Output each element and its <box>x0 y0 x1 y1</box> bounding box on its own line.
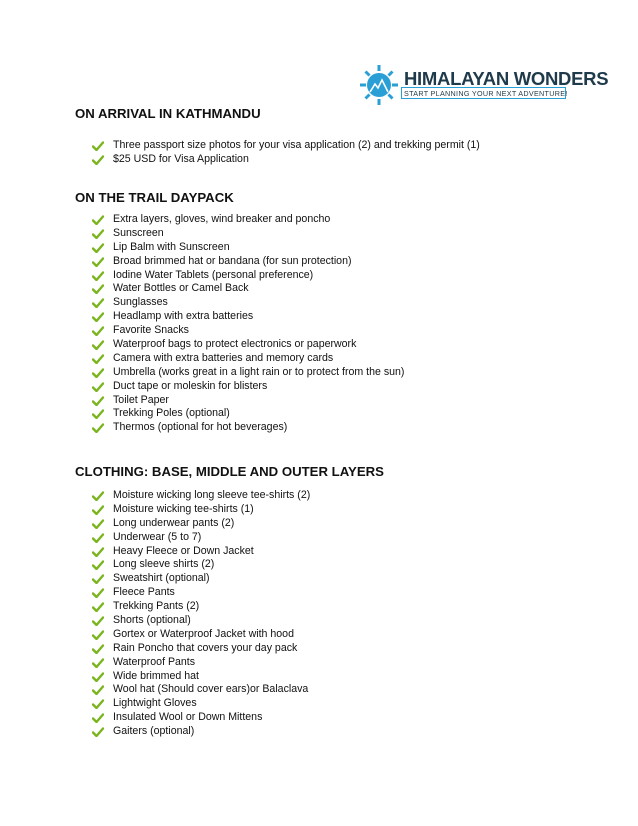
checkmark-icon <box>92 257 104 267</box>
checklist-item <box>75 282 404 296</box>
checkmark-icon <box>92 672 104 682</box>
checklist-item <box>75 711 384 725</box>
section-arrival <box>75 106 480 167</box>
checkmark-icon <box>92 602 104 612</box>
checklist-item-label: Sunglasses <box>113 296 168 309</box>
checklist-item <box>75 352 404 366</box>
checkmark-icon <box>92 312 104 322</box>
checkmark-icon <box>92 547 104 557</box>
checkmark-icon <box>92 533 104 543</box>
checklist-item <box>75 725 384 739</box>
checklist-item-label: Sweatshirt (optional) <box>113 572 210 585</box>
checklist-item <box>75 683 384 697</box>
checklist-item-label: Long sleeve shirts (2) <box>113 558 215 571</box>
checklist <box>75 213 404 435</box>
checkmark-icon <box>92 243 104 253</box>
checklist-item <box>75 656 384 670</box>
checkmark-icon <box>92 284 104 294</box>
checklist-item <box>75 338 404 352</box>
checklist-item-label: Extra layers, gloves, wind breaker and poncho <box>113 213 331 225</box>
checklist-item-label: Camera with extra batteries and memory cards <box>113 351 334 364</box>
checklist-item <box>75 572 384 586</box>
checklist-item-label: Headlamp with extra batteries <box>113 310 254 323</box>
checklist-item-label: Iodine Water Tablets (personal preference) <box>113 268 314 281</box>
checkmark-icon <box>92 298 104 308</box>
checklist-item-label: Wool hat (Should cover ears)or Balaclava <box>113 683 309 696</box>
checklist-item-label: Favorite Snacks <box>113 324 189 337</box>
checklist-item <box>75 407 404 421</box>
checklist-item-label: Sunscreen <box>113 226 164 239</box>
checklist-item-label: Moisture wicking tee-shirts (1) <box>113 502 254 515</box>
checkmark-icon <box>92 326 104 336</box>
checkmark-icon <box>92 271 104 281</box>
checklist-item-label: Gaiters (optional) <box>113 725 195 738</box>
section-heading: ON ARRIVAL IN KATHMANDU <box>75 106 261 121</box>
checklist-item <box>75 255 404 269</box>
checklist-item-label: Broad brimmed hat or bandana (for sun protection) <box>113 254 352 267</box>
checklist-item-label: Umbrella (works great in a light rain or to protect from the sun) <box>113 365 405 378</box>
checklist-item <box>75 421 404 435</box>
checklist-item <box>75 670 384 684</box>
checklist-item-label: Wide brimmed hat <box>113 669 199 682</box>
checklist <box>75 489 384 739</box>
checklist-item <box>75 153 480 167</box>
section-daypack <box>75 190 404 435</box>
checkmark-icon <box>92 574 104 584</box>
checkmark-icon <box>92 229 104 239</box>
checkmark-icon <box>92 685 104 695</box>
checklist-item <box>75 241 404 255</box>
checkmark-icon <box>92 409 104 419</box>
checklist-item-label: Insulated Wool or Down Mittens <box>113 711 263 724</box>
checklist-item-label: Underwear (5 to 7) <box>113 530 202 543</box>
checklist-item <box>75 517 384 531</box>
checkmark-icon <box>92 658 104 668</box>
brand-tagline: START PLANNING YOUR NEXT ADVENTURE! <box>404 89 568 98</box>
himalayan-wonders-logo <box>358 63 609 107</box>
section-heading: CLOTHING: BASE, MIDDLE AND OUTER LAYERS <box>75 464 384 479</box>
checklist-item <box>75 296 404 310</box>
checklist-item <box>75 697 384 711</box>
checkmark-icon <box>92 560 104 570</box>
sun-mountain-icon <box>358 63 400 107</box>
checklist-item-label: Fleece Pants <box>113 586 175 599</box>
checkmark-icon <box>92 423 104 433</box>
checklist-item-label: Waterproof bags to protect electronics or paperwork <box>113 338 357 351</box>
checklist-item <box>75 324 404 338</box>
checkmark-icon <box>92 616 104 626</box>
checklist-item <box>75 642 384 656</box>
checkmark-icon <box>92 588 104 598</box>
checklist-item <box>75 600 384 614</box>
checklist-item-label: Gortex or Waterproof Jacket with hood <box>113 627 294 640</box>
checklist-item-label: Trekking Poles (optional) <box>113 407 230 420</box>
checklist-item-label: Three passport size photos for your visa application (2) and trekking permit (1) <box>113 139 480 151</box>
checklist-item <box>75 558 384 572</box>
checkmark-icon <box>92 141 104 151</box>
checklist <box>75 139 480 167</box>
checklist-item-label: Rain Poncho that covers your day pack <box>113 641 298 654</box>
checkmark-icon <box>92 699 104 709</box>
checklist-item-label: Toilet Paper <box>113 393 169 406</box>
section-heading: ON THE TRAIL DAYPACK <box>75 190 234 205</box>
checklist-item <box>75 614 384 628</box>
checklist-item <box>75 628 384 642</box>
checklist-item <box>75 545 384 559</box>
checklist-item-label: Lip Balm with Sunscreen <box>113 240 230 253</box>
checklist-item-label: $25 USD for Visa Application <box>113 152 249 165</box>
checklist-item <box>75 269 404 283</box>
checklist-item <box>75 586 384 600</box>
checklist-item <box>75 489 384 503</box>
checklist-item-label: Waterproof Pants <box>113 655 196 668</box>
checkmark-icon <box>92 713 104 723</box>
checkmark-icon <box>92 491 104 501</box>
checkmark-icon <box>92 644 104 654</box>
checklist-item-label: Shorts (optional) <box>113 614 191 627</box>
checklist-item <box>75 394 404 408</box>
checkmark-icon <box>92 340 104 350</box>
checklist-item-label: Duct tape or moleskin for blisters <box>113 379 268 392</box>
checklist-item-label: Moisture wicking long sleeve tee-shirts (2) <box>113 489 311 501</box>
checklist-item-label: Water Bottles or Camel Back <box>113 282 249 295</box>
checklist-item <box>75 366 404 380</box>
checklist-item <box>75 380 404 394</box>
checkmark-icon <box>92 396 104 406</box>
checkmark-icon <box>92 215 104 225</box>
checklist-item-label: Heavy Fleece or Down Jacket <box>113 544 254 557</box>
checklist-item-label: Lightwight Gloves <box>113 697 197 710</box>
checklist-item <box>75 139 480 153</box>
checklist-item <box>75 503 384 517</box>
checklist-item-label: Long underwear pants (2) <box>113 516 235 529</box>
section-clothing <box>75 464 384 739</box>
checklist-item <box>75 213 404 227</box>
checklist-item-label: Thermos (optional for hot beverages) <box>113 421 288 434</box>
checkmark-icon <box>92 519 104 529</box>
checklist-item <box>75 531 384 545</box>
checkmark-icon <box>92 505 104 515</box>
checklist-item-label: Trekking Pants (2) <box>113 600 200 613</box>
checklist-item <box>75 310 404 324</box>
checkmark-icon <box>92 727 104 737</box>
checkmark-icon <box>92 368 104 378</box>
brand-name: HIMALAYAN WONDERS <box>404 68 609 89</box>
checkmark-icon <box>92 382 104 392</box>
checkmark-icon <box>92 354 104 364</box>
checklist-item <box>75 227 404 241</box>
checkmark-icon <box>92 630 104 640</box>
checkmark-icon <box>92 155 104 165</box>
